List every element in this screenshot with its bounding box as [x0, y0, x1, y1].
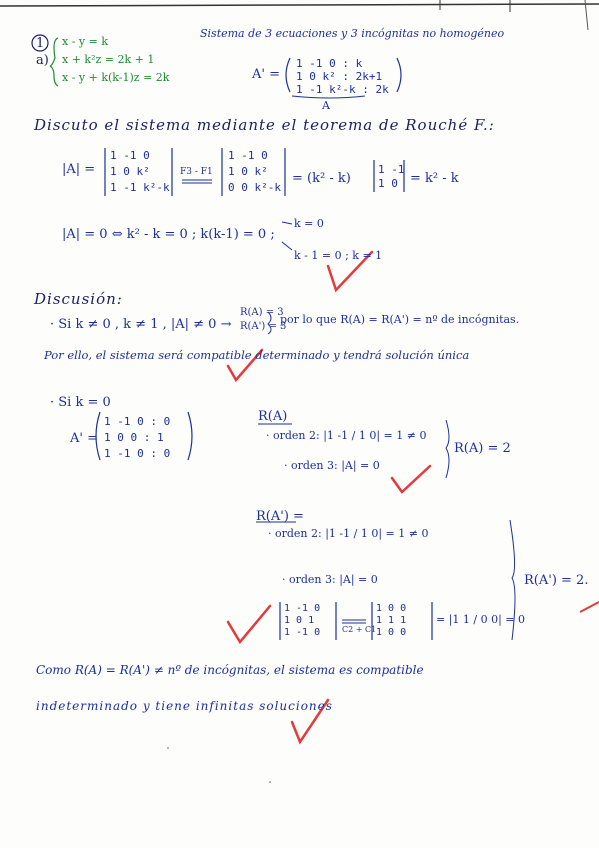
equation-3: x - y + k(k-1)z = 2k	[62, 71, 170, 84]
rank-a-order3: · orden 3: |A| = 0	[284, 459, 380, 472]
case2-row-1: 1 -1 0 : 0	[104, 415, 171, 428]
minor-row-2: 1 0	[378, 177, 398, 190]
det-row-1: 1 -1 0	[110, 149, 150, 162]
case2-condition: · Si k = 0	[50, 395, 111, 410]
case1-rank-a-prime: R(A') = 3	[240, 321, 287, 332]
det3-operation: C2 + C1	[342, 625, 377, 634]
zero-equation: |A| = 0 ⇔ k² - k = 0 ; k(k-1) = 0 ;	[62, 227, 275, 242]
det2-row-1: 1 -1 0	[228, 149, 268, 162]
ampliada-row-3: 1 -1 k²-k : 2k	[296, 83, 389, 96]
rank-a-order2: · orden 2: |1 -1 / 1 0| = 1 ≠ 0	[266, 429, 427, 442]
det3-tail: = |1 1 / 0 0| = 0	[436, 613, 526, 626]
rank-a-prime-order3: · orden 3: |A| = 0	[282, 573, 378, 586]
final-conclusion-1: Como R(A) = R(A') ≠ nº de incógnitas, el sistema es compatible	[36, 663, 424, 677]
final-conclusion-2: indeterminado y tiene infinitas soluciones	[36, 699, 333, 713]
part-label: a)	[36, 53, 49, 68]
case1-rank-a: R(A) = 3	[240, 307, 284, 318]
matrix-a-label: A	[322, 99, 330, 112]
intro-text: Discuto el sistema mediante el teorema de Rouché F.:	[34, 116, 495, 134]
case2-row-3: 1 -1 0 : 0	[104, 447, 171, 460]
det-label: |A| =	[62, 162, 96, 177]
topic-title: Sistema de 3 ecuaciones y 3 incógnitas no homogéneo	[200, 27, 505, 40]
rank-a-prime-order2: · orden 2: |1 -1 / 1 0| = 1 ≠ 0	[268, 527, 429, 540]
det-row-2: 1 0 k²	[110, 165, 150, 178]
det-expansion: = (k² - k)	[292, 171, 351, 186]
rank-a-result: R(A) = 2	[454, 441, 511, 456]
det-operation: F3 - F1	[180, 167, 213, 177]
equation-2: x + k²z = 2k + 1	[62, 53, 155, 66]
ampliada-row-2: 1 0 k² : 2k+1	[296, 70, 383, 83]
rank-a-title: R(A)	[258, 409, 288, 424]
det-row-3: 1 -1 k²-k	[110, 181, 170, 194]
rank-a-prime-title: R(A') =	[256, 509, 304, 524]
case1-tail: por lo que R(A) = R(A') = nº de incógnitas.	[280, 313, 520, 326]
det3-row-3: 1 -1 0	[284, 627, 321, 638]
det3b-row-1: 1 0 0	[376, 603, 407, 614]
rank-a-prime-result: R(A') = 2.	[524, 573, 589, 588]
det2-row-3: 0 0 k²-k	[228, 181, 281, 194]
discussion-title: Discusión:	[34, 290, 123, 308]
case1-condition: · Si k ≠ 0 , k ≠ 1 , |A| ≠ 0 →	[50, 317, 232, 332]
equation-1: x - y = k	[62, 35, 109, 48]
minor-row-1: 1 -1	[378, 163, 405, 176]
ampliada-row-1: 1 -1 0 : k	[296, 57, 363, 70]
det3-row-1: 1 -1 0	[284, 603, 321, 614]
zero-solution-2: k - 1 = 0 ; k = 1	[294, 249, 383, 262]
ampliada-label: A' =	[252, 67, 280, 82]
case2-matrix-label: A' =	[70, 431, 98, 446]
zero-solution-1: k = 0	[294, 217, 324, 230]
case1-conclusion: Por ello, el sistema será compatible determinado y tendrá solución única	[44, 348, 470, 362]
det3b-row-2: 1 1 1	[376, 615, 407, 626]
det3b-row-3: 1 0 0	[376, 627, 407, 638]
problem-number: 1	[36, 36, 45, 51]
case2-row-2: 1 0 0 : 1	[104, 431, 164, 444]
det3-row-2: 1 0 1	[284, 615, 315, 626]
det2-row-2: 1 0 k²	[228, 165, 268, 178]
det-result: = k² - k	[410, 171, 459, 186]
